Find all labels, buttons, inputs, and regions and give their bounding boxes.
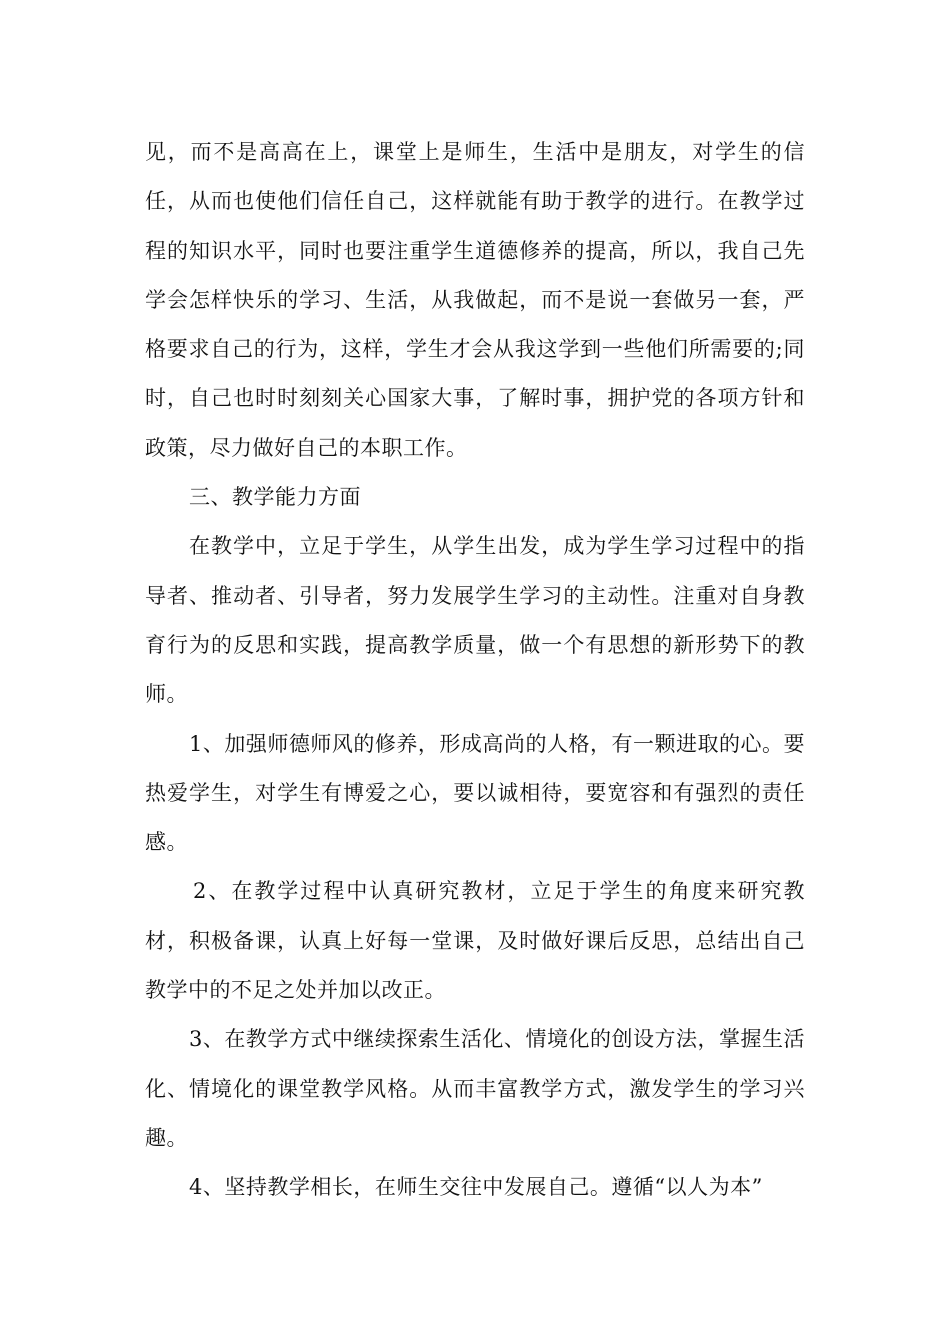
- list-item-1: 1、加强师德师风的修养，形成高尚的人格，有一颗进取的心。要热爱学生，对学生有博爱之心，要以诚相待，要宽容和有强烈的责任感。: [145, 731, 805, 855]
- paragraph-teaching-approach: 在教学中，立足于学生，从学生出发，成为学生学习过程中的指导者、推动者、引导者，努力发展学生学习的主动性。注重对自身教育行为的反思和实践，提高教学质量，做一个有思想的新形势下的教师。: [145, 534, 805, 707]
- list-item-2: 2、在教学过程中认真研究教材，立足于学生的角度来研究教材，积极备课，认真上好每一堂课，及时做好课后反思，总结出自己教学中的不足之处并加以改正。: [145, 879, 805, 1003]
- paragraph-continuation: 见，而不是高高在上，课堂上是师生，生活中是朋友，对学生的信任，从而也使他们信任自己，这样就能有助于教学的进行。在教学过程的知识水平，同时也要注重学生道德修养的提高，所以，我自己先学会怎样快乐的学习、生活，从我做起，而不是说一套做另一套，严格要求自己的行为，这样，学生才会从我这学到一些他们所需要的;同时，自己也时时刻刻关心国家大事，了解时事，拥护党的各项方针和政策，尽力做好自己的本职工作。: [145, 140, 805, 460]
- list-item-4: 4、坚持教学相长，在师生交往中发展自己。遵循“以人为本”: [189, 1175, 763, 1200]
- document-body: [145, 128, 805, 1213]
- list-item-3: 3、在教学方式中继续探索生活化、情境化的创设方法，掌握生活化、情境化的课堂教学风格。从而丰富教学方式，激发学生的学习兴趣。: [145, 1027, 805, 1150]
- section-heading-teaching-ability: 三、教学能力方面: [189, 485, 361, 510]
